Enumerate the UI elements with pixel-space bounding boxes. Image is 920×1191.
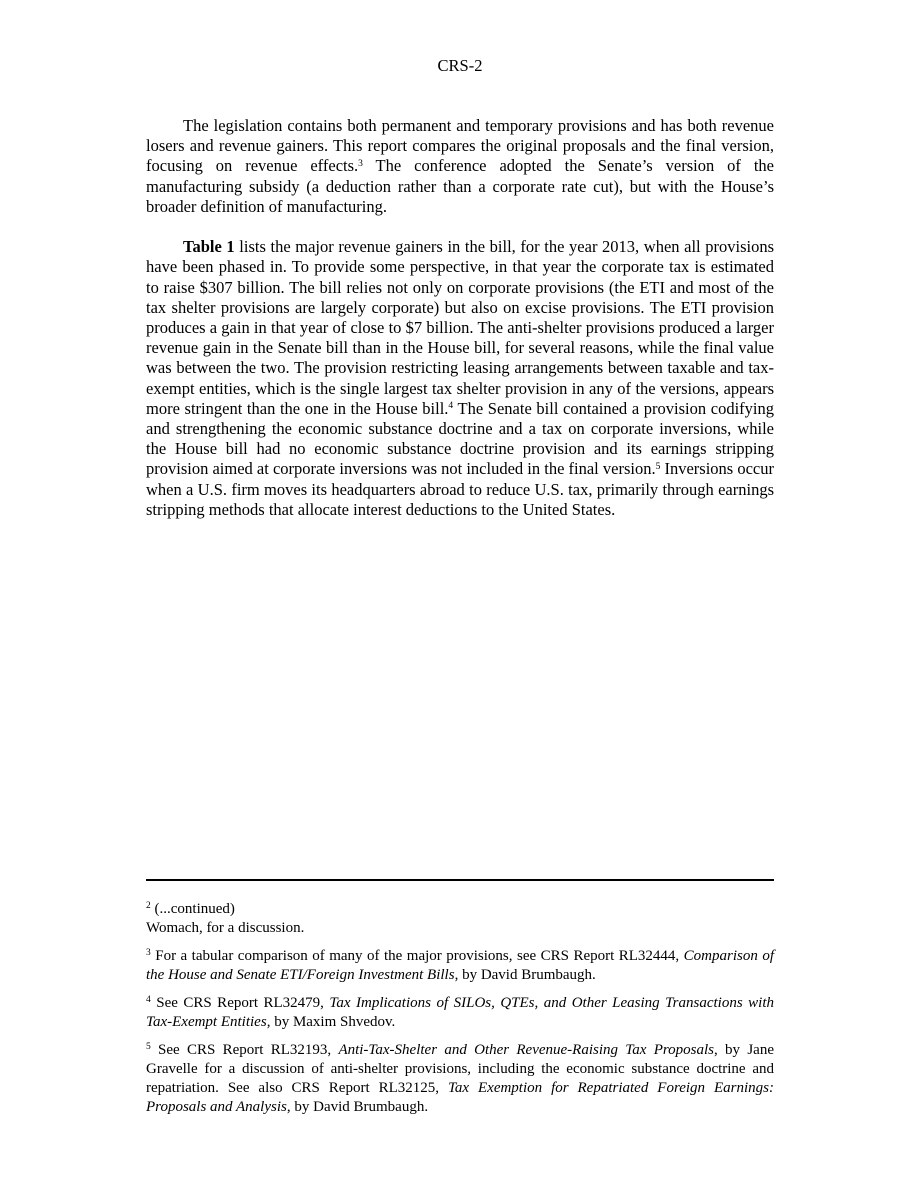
paragraph-intro-text-2: The conference adopted the Senate’s version of the manufacturing subsidy (a deduction rather than a corporate rate cut), but with the House’s broader definition of manufacturing. — [146, 156, 774, 216]
footnote-3-report-title: Comparison of the House and Senate ETI/Foreign Investment Bills — [146, 948, 774, 983]
paragraph-table-1 — [146, 237, 774, 520]
footnote-5-report-title-1: Anti-Tax-Shelter and Other Revenue-Raising Tax Proposals — [338, 1042, 714, 1058]
footnote-ref-4: 4 — [448, 401, 454, 412]
footnote-5-report-title-2: Tax Exemption for Repatriated Foreign Earnings: Proposals and Analysis — [146, 1080, 774, 1115]
footnote-2-mark: 2 — [146, 901, 151, 911]
footnote-5-text-3: , by David Brumbaugh. — [286, 1099, 429, 1115]
footnote-5-text-1: See CRS Report RL32193, — [150, 1042, 339, 1058]
footnote-5-text-2: , by Jane Gravelle for a discussion of anti-shelter provisions, including the economic substance doctrine and repatriation. See also CRS Report RL32125, — [146, 1042, 774, 1096]
paragraph-intro-text-1: The legislation contains both permanent and temporary provisions and has both revenue losers and revenue gainers. This report compares the original proposals and the final version, focusing on revenue effects. — [146, 116, 774, 176]
footnote-4-report-title: Tax Implications of SILOs, QTEs, and Other Leasing Transactions with Tax-Exempt Entities — [146, 995, 774, 1030]
footnote-4-text-1: See CRS Report RL32479, — [150, 995, 330, 1011]
paragraph-table-1-text-3: Inversions occur when a U.S. firm moves its headquarters abroad to reduce U.S. tax, primarily through earnings stripping methods that allocate interest deductions to the United States. — [146, 459, 774, 519]
page-number-label: CRS-2 — [437, 56, 483, 75]
footnote-2-line-1: (...continued) — [150, 901, 235, 917]
footnote-3 — [146, 947, 774, 985]
footnote-ref-5: 5 — [655, 461, 661, 472]
footnote-3-mark: 3 — [146, 948, 151, 958]
footnote-5 — [146, 1041, 774, 1117]
footnote-divider — [146, 879, 774, 881]
footnote-5-mark: 5 — [146, 1042, 151, 1052]
body-text — [146, 116, 774, 540]
footnotes — [146, 900, 774, 1126]
page-header — [0, 56, 920, 76]
paragraph-table-1-text-1: lists the major revenue gainers in the bill, for the year 2013, when all provisions have been phased in. To provide some perspective, in that year the corporate tax is estimated to raise $307 billion. The bill relies not only on corporate provisions (the ETI and most of the tax shelter provisions are largely corporate) but also on excise provisions. The ETI provision produces a gain in that year of close to $7 billion. The anti-shelter provisions produced a larger revenue gain in the Senate bill than in the House bill, for several reasons, while the final value was between the two. The provision restricting leasing arrangements between taxable and tax-exempt entities, which is the single largest tax shelter provision in any of the versions, appears more stringent than the one in the House bill. — [146, 237, 774, 418]
footnote-2-line-2: Womach, for a discussion. — [146, 920, 305, 936]
paragraph-table-1-text-2: The Senate bill contained a provision codifying and strengthening the economic substance doctrine and a tax on corporate inversions, while the House bill had no economic substance doctrine provision and its earnings stripping provision aimed at corporate inversions was not included in the final version. — [146, 398, 774, 479]
footnote-2 — [146, 900, 774, 938]
footnote-3-text-1: For a tabular comparison of many of the major provisions, see CRS Report RL32444, — [150, 948, 684, 964]
footnote-4-text-2: , by Maxim Shvedov. — [266, 1014, 396, 1030]
footnote-4-mark: 4 — [146, 995, 151, 1005]
table-1-reference: Table 1 — [183, 237, 235, 257]
footnote-ref-3: 3 — [358, 158, 363, 169]
footnote-4 — [146, 994, 774, 1032]
footnote-3-text-2: , by David Brumbaugh. — [454, 967, 596, 983]
paragraph-intro — [146, 116, 774, 217]
